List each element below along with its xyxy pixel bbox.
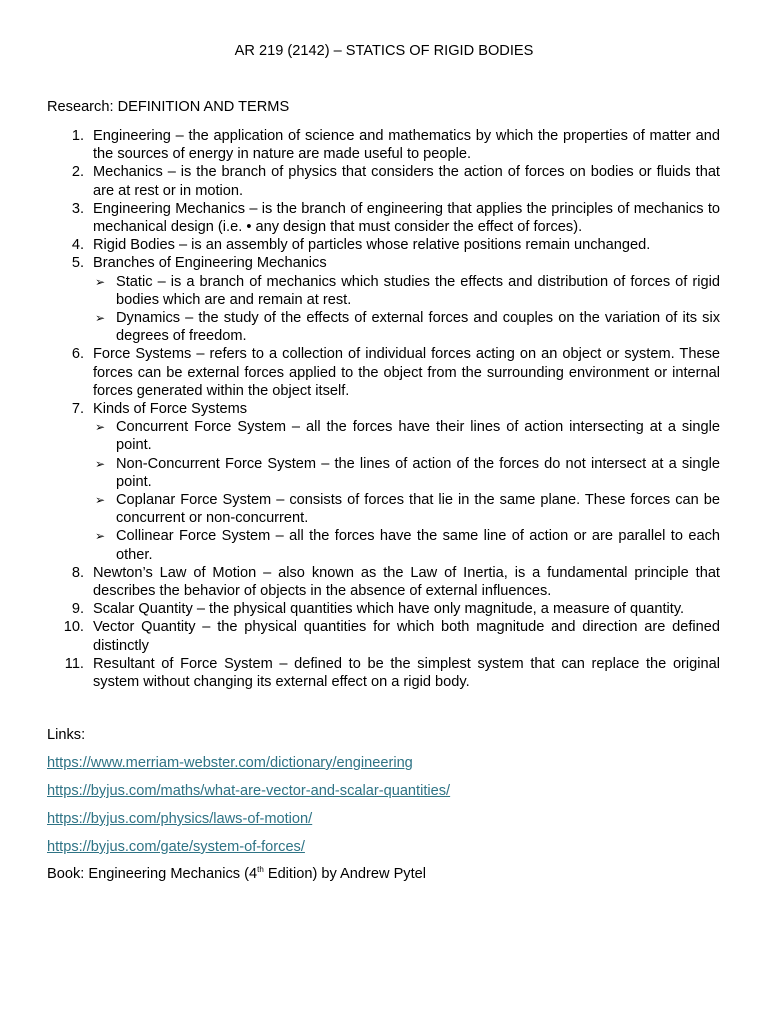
sub-item-text: Static – is a branch of mechanics which studies the effects and distribution of forces of rigid bodies which are and remain at rest. bbox=[116, 273, 720, 308]
list-item bbox=[47, 400, 720, 564]
arrow-bullet-icon: ➢ bbox=[95, 274, 106, 289]
page-title: AR 219 (2142) – STATICS OF RIGID BODIES bbox=[234, 43, 534, 59]
book-suffix: Edition) by Andrew Pytel bbox=[263, 866, 427, 882]
item-text: Scalar Quantity – the physical quantities which have only magnitude, a measure of quantity. bbox=[93, 601, 685, 618]
link-byjus-laws-of-motion[interactable]: https://byjus.com/physics/laws-of-motion/ bbox=[47, 811, 313, 827]
list-item bbox=[47, 600, 720, 618]
sub-list-item bbox=[93, 455, 720, 491]
item-text: Vector Quantity – the physical quantities for which both magnitude and direction are defined distinctly bbox=[93, 619, 720, 654]
sub-list bbox=[93, 418, 720, 564]
item-number: 1. bbox=[71, 128, 84, 144]
item-number: 6. bbox=[71, 346, 84, 363]
sub-item-text: Coplanar Force System – consists of forces that lie in the same plane. These forces can be concurrent or non-concurrent. bbox=[116, 492, 720, 527]
terms-list bbox=[47, 127, 720, 691]
research-heading: Research: DEFINITION AND TERMS bbox=[47, 99, 290, 115]
item-number: 5. bbox=[71, 255, 84, 272]
sub-item-text: Concurrent Force System – all the forces have their lines of action intersecting at a single point. bbox=[116, 419, 720, 454]
item-text: Newton’s Law of Motion – also known as the Law of Inertia, is a fundamental principle that describes the behavior of objects in the absence of external influences. bbox=[93, 564, 720, 600]
list-item bbox=[47, 345, 720, 400]
link-byjus-system-of-forces[interactable]: https://byjus.com/gate/system-of-forces/ bbox=[47, 839, 305, 855]
item-number: 4. bbox=[71, 237, 84, 254]
list-item bbox=[47, 618, 720, 654]
arrow-bullet-icon: ➢ bbox=[95, 493, 106, 508]
sub-list-item bbox=[93, 273, 720, 309]
item-text: Resultant of Force System – defined to be the simplest system that can replace the original system without changing its external effect on a rigid body. bbox=[93, 655, 720, 691]
link-byjus-vector-scalar[interactable]: https://byjus.com/maths/what-are-vector-and-scalar-quantities/ bbox=[47, 783, 451, 799]
list-item bbox=[47, 163, 720, 199]
item-number: 2. bbox=[71, 164, 84, 181]
arrow-bullet-icon: ➢ bbox=[95, 529, 106, 544]
item-number: 3. bbox=[71, 200, 84, 217]
sub-list-item bbox=[93, 491, 720, 527]
item-text: Engineering Mechanics – is the branch of engineering that applies the principles of mechanics to mechanical design (i.e. • any design that must consider the effect of forces). bbox=[93, 200, 720, 236]
list-item bbox=[47, 254, 720, 345]
sub-list-item bbox=[93, 309, 720, 345]
list-item bbox=[47, 564, 720, 600]
arrow-bullet-icon: ➢ bbox=[95, 456, 106, 471]
list-item bbox=[47, 655, 720, 691]
item-text: Force Systems – refers to a collection of individual forces acting on an object or system. These forces can be external forces applied to the object from the surrounding environment or internal forces generated within the object itself. bbox=[93, 346, 720, 399]
item-number: 9. bbox=[71, 601, 84, 618]
item-text: Mechanics – is the branch of physics that considers the action of forces on bodies or fluids that are at rest or in motion. bbox=[93, 164, 720, 199]
item-number: 11. bbox=[64, 655, 84, 672]
sub-item-text: Collinear Force System – all the forces have the same line of action or are parallel to each other. bbox=[116, 528, 720, 563]
item-number: 8. bbox=[71, 564, 84, 581]
item-text: Branches of Engineering Mechanics bbox=[93, 255, 327, 272]
arrow-bullet-icon: ➢ bbox=[95, 420, 106, 435]
link-merriam-webster[interactable]: https://www.merriam-webster.com/dictionary/engineering bbox=[47, 755, 413, 771]
item-text: Kinds of Force Systems bbox=[93, 401, 248, 418]
sub-item-text: Dynamics – the study of the effects of external forces and couples on the variation of its six degrees of freedom. bbox=[116, 310, 720, 345]
sub-item-text: Non-Concurrent Force System – the lines of action of the forces do not intersect at a single point. bbox=[116, 455, 720, 490]
links-heading: Links: bbox=[47, 727, 86, 743]
item-text: Rigid Bodies – is an assembly of particles whose relative positions remain unchanged. bbox=[93, 237, 651, 254]
list-item bbox=[47, 236, 720, 254]
list-item bbox=[47, 200, 720, 236]
sub-list bbox=[93, 273, 720, 346]
item-number: 7. bbox=[71, 401, 84, 418]
book-prefix: Book: Engineering Mechanics (4 bbox=[47, 866, 258, 882]
item-text: Engineering – the application of science and mathematics by which the properties of matter and the sources of energy in nature are made useful to people. bbox=[93, 128, 720, 163]
book-superscript: th bbox=[257, 865, 264, 874]
arrow-bullet-icon: ➢ bbox=[95, 311, 106, 326]
sub-list-item bbox=[93, 418, 720, 454]
list-item bbox=[47, 127, 720, 163]
item-number: 10. bbox=[63, 619, 84, 636]
sub-list-item bbox=[93, 527, 720, 563]
book-reference bbox=[47, 865, 426, 883]
